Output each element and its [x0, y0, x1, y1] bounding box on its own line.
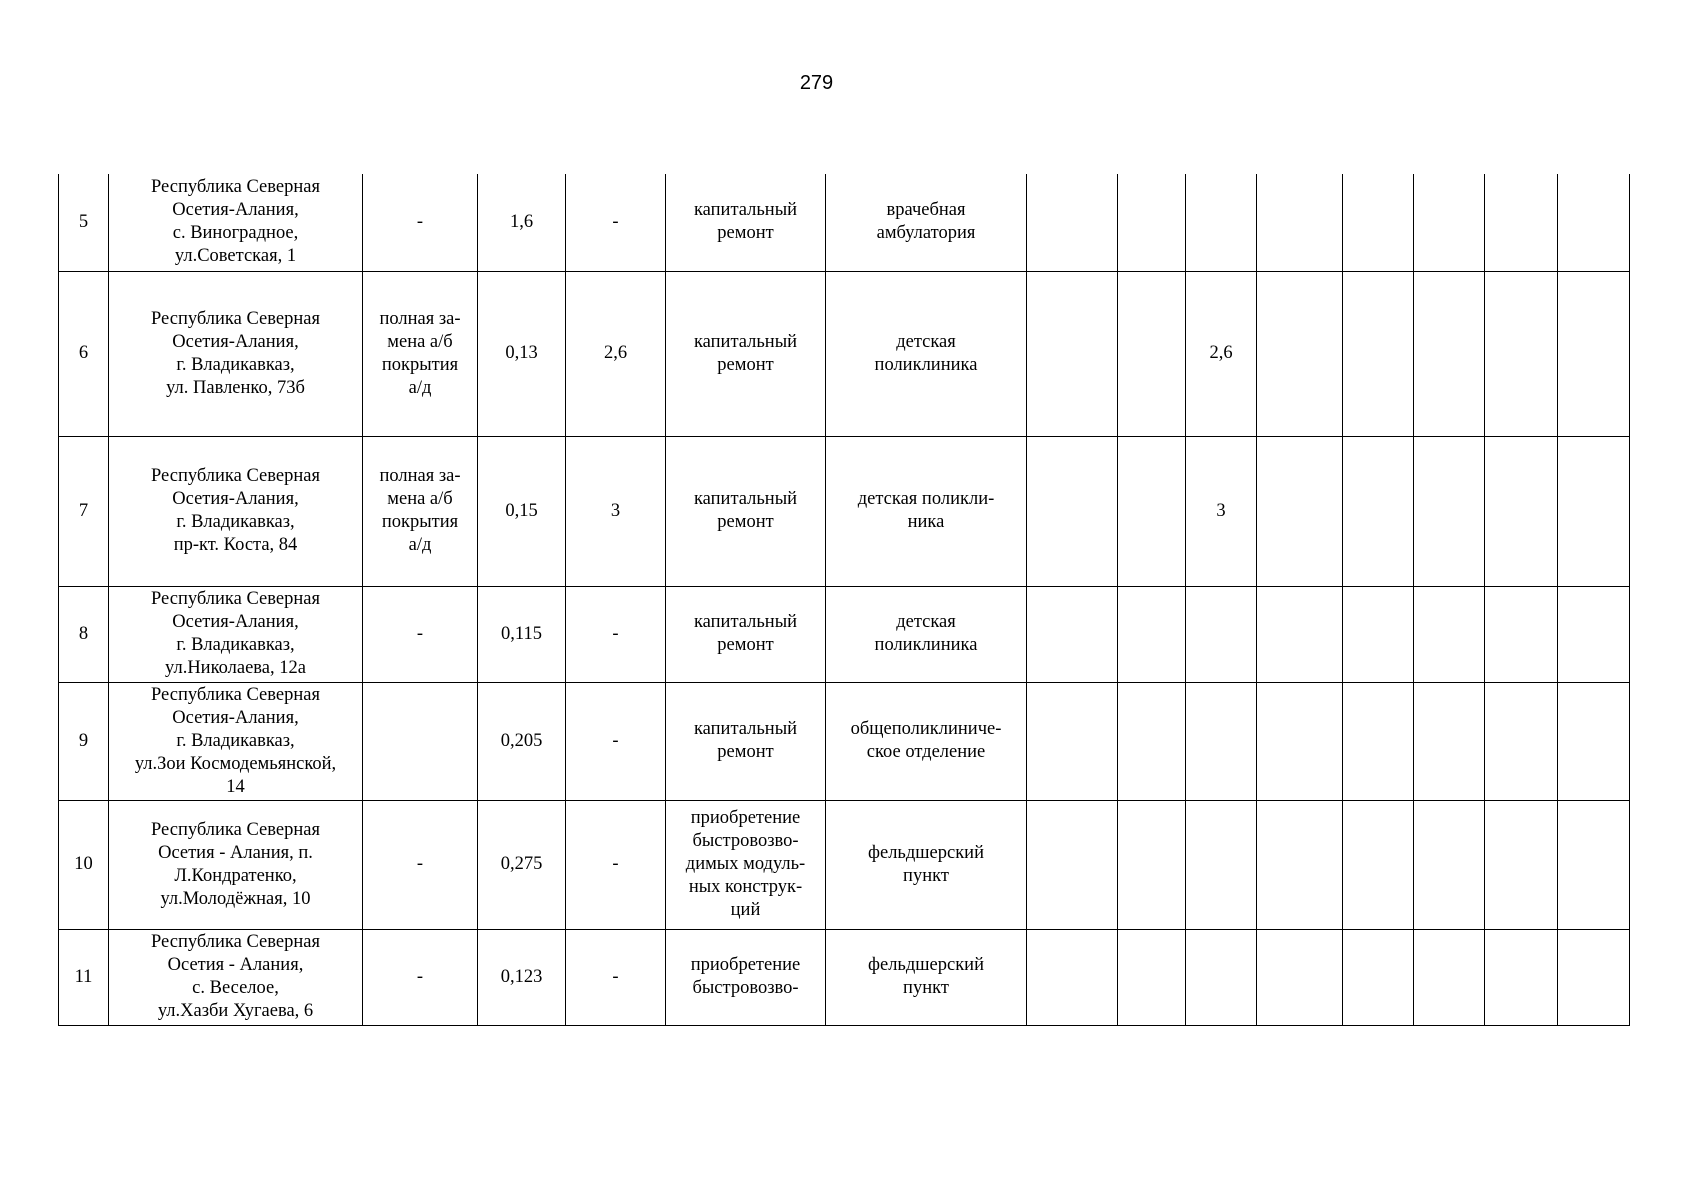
empty-cell	[1118, 682, 1186, 800]
empty-cell	[1027, 586, 1118, 682]
value-cell	[1186, 800, 1257, 929]
data-table	[58, 174, 1630, 1026]
address-cell: Республика Северная Осетия-Алания, г. Владикавказ, ул. Павленко, 73б	[109, 271, 363, 436]
empty-cell	[1343, 682, 1414, 800]
facility-cell: врачебная амбулатория	[826, 174, 1027, 271]
empty-cell	[1485, 586, 1558, 682]
row-number: 6	[59, 271, 109, 436]
address-cell: Республика Северная Осетия - Алания, п. Л.Кондратенко, ул.Молодёжная, 10	[109, 800, 363, 929]
empty-cell	[1118, 174, 1186, 271]
empty-cell	[1257, 929, 1343, 1025]
empty-cell	[1414, 682, 1485, 800]
empty-cell	[1118, 271, 1186, 436]
empty-cell	[1558, 174, 1630, 271]
value-cell: 1,6	[478, 174, 566, 271]
empty-cell	[1414, 436, 1485, 586]
empty-cell	[1485, 436, 1558, 586]
row-number: 5	[59, 174, 109, 271]
empty-cell	[1027, 174, 1118, 271]
empty-cell	[1485, 174, 1558, 271]
value-cell: 2,6	[1186, 271, 1257, 436]
row-number: 9	[59, 682, 109, 800]
table-row	[59, 586, 1630, 682]
row-number: 7	[59, 436, 109, 586]
work-type-cell: капитальный ремонт	[666, 271, 826, 436]
value-cell: -	[566, 586, 666, 682]
empty-cell	[1343, 800, 1414, 929]
work-cell: полная за- мена а/б покрытия а/д	[363, 271, 478, 436]
value-cell	[1186, 682, 1257, 800]
value-cell: -	[566, 929, 666, 1025]
empty-cell	[1558, 271, 1630, 436]
empty-cell	[1118, 929, 1186, 1025]
empty-cell	[1485, 929, 1558, 1025]
work-type-cell: приобретение быстровозво-	[666, 929, 826, 1025]
work-cell: -	[363, 800, 478, 929]
work-type-cell: капитальный ремонт	[666, 174, 826, 271]
work-type-cell: капитальный ремонт	[666, 586, 826, 682]
empty-cell	[1414, 174, 1485, 271]
value-cell: 0,123	[478, 929, 566, 1025]
empty-cell	[1343, 929, 1414, 1025]
empty-cell	[1343, 586, 1414, 682]
value-cell: 2,6	[566, 271, 666, 436]
empty-cell	[1414, 586, 1485, 682]
address-cell: Республика Северная Осетия-Алания, г. Владикавказ, ул.Николаева, 12а	[109, 586, 363, 682]
empty-cell	[1257, 271, 1343, 436]
value-cell: 0,15	[478, 436, 566, 586]
empty-cell	[1558, 929, 1630, 1025]
empty-cell	[1485, 800, 1558, 929]
work-cell	[363, 682, 478, 800]
facility-cell: детская поликли- ника	[826, 436, 1027, 586]
work-cell: полная за- мена а/б покрытия а/д	[363, 436, 478, 586]
value-cell	[1186, 929, 1257, 1025]
facility-cell: детская поликлиника	[826, 586, 1027, 682]
row-number: 10	[59, 800, 109, 929]
table-row	[59, 929, 1630, 1025]
address-cell: Республика Северная Осетия-Алания, с. Виноградное, ул.Советская, 1	[109, 174, 363, 271]
value-cell: 0,275	[478, 800, 566, 929]
empty-cell	[1257, 586, 1343, 682]
empty-cell	[1118, 800, 1186, 929]
table-row	[59, 436, 1630, 586]
work-type-cell: приобретение быстровозво- димых модуль- ных конструк- ций	[666, 800, 826, 929]
facility-cell: фельдшерский пункт	[826, 800, 1027, 929]
value-cell	[1186, 586, 1257, 682]
facility-cell: общеполиклиниче- ское отделение	[826, 682, 1027, 800]
empty-cell	[1414, 800, 1485, 929]
empty-cell	[1343, 174, 1414, 271]
empty-cell	[1118, 436, 1186, 586]
value-cell: -	[566, 682, 666, 800]
empty-cell	[1343, 436, 1414, 586]
value-cell: 0,115	[478, 586, 566, 682]
work-type-cell: капитальный ремонт	[666, 682, 826, 800]
facility-cell: фельдшерский пункт	[826, 929, 1027, 1025]
address-cell: Республика Северная Осетия - Алания, с. Веселое, ул.Хазби Хугаева, 6	[109, 929, 363, 1025]
work-cell: -	[363, 586, 478, 682]
work-cell: -	[363, 929, 478, 1025]
empty-cell	[1027, 436, 1118, 586]
empty-cell	[1414, 271, 1485, 436]
empty-cell	[1558, 586, 1630, 682]
page-number: 279	[799, 72, 834, 94]
row-number: 11	[59, 929, 109, 1025]
empty-cell	[1485, 271, 1558, 436]
value-cell: 0,205	[478, 682, 566, 800]
value-cell: 3	[566, 436, 666, 586]
value-cell	[1186, 174, 1257, 271]
value-cell: -	[566, 800, 666, 929]
value-cell: 3	[1186, 436, 1257, 586]
empty-cell	[1118, 586, 1186, 682]
empty-cell	[1558, 682, 1630, 800]
address-cell: Республика Северная Осетия-Алания, г. Владикавказ, пр-кт. Коста, 84	[109, 436, 363, 586]
table-row	[59, 682, 1630, 800]
empty-cell	[1027, 682, 1118, 800]
empty-cell	[1257, 174, 1343, 271]
empty-cell	[1027, 929, 1118, 1025]
empty-cell	[1257, 800, 1343, 929]
work-cell: -	[363, 174, 478, 271]
value-cell: -	[566, 174, 666, 271]
table-row	[59, 271, 1630, 436]
empty-cell	[1027, 271, 1118, 436]
facility-cell: детская поликлиника	[826, 271, 1027, 436]
empty-cell	[1027, 800, 1118, 929]
empty-cell	[1414, 929, 1485, 1025]
work-type-cell: капитальный ремонт	[666, 436, 826, 586]
address-cell: Республика Северная Осетия-Алания, г. Владикавказ, ул.Зои Космодемьянской, 14	[109, 682, 363, 800]
empty-cell	[1558, 800, 1630, 929]
value-cell: 0,13	[478, 271, 566, 436]
empty-cell	[1257, 436, 1343, 586]
table-row	[59, 174, 1630, 271]
empty-cell	[1257, 682, 1343, 800]
table-row	[59, 800, 1630, 929]
row-number: 8	[59, 586, 109, 682]
empty-cell	[1558, 436, 1630, 586]
empty-cell	[1343, 271, 1414, 436]
empty-cell	[1485, 682, 1558, 800]
